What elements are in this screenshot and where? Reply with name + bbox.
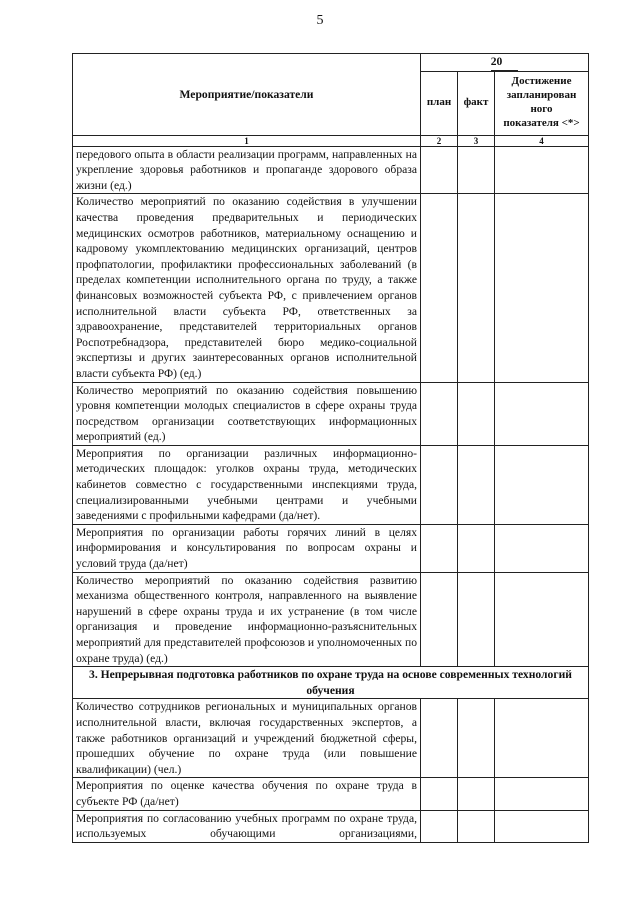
cell-achievement	[495, 445, 589, 524]
cell-plan	[421, 572, 458, 667]
cell-achievement	[495, 778, 589, 810]
cell-plan	[421, 699, 458, 778]
table-row	[73, 810, 589, 842]
cell-fact	[458, 572, 495, 667]
cell-achievement	[495, 699, 589, 778]
header-year	[421, 54, 589, 72]
achievement-line: запланирован	[506, 88, 577, 101]
col-number: 1	[73, 135, 421, 146]
cell-fact	[458, 445, 495, 524]
header-achievement	[495, 71, 589, 135]
row-description: Количество мероприятий по оказанию содействия в улучшении качества проведения предварительных и периодических медицинских осмотров работников, материальному оснащению и кадровому укомплектованию медицинских организаций, центров профпатологии, профилактики профессиональных заболеваний (в пределах компетенции исполнительного органа по труду, а также финансовых возможностей субъекта РФ, с привлечением органов исполнительной власти субъекта РФ, ответственных за здравоохранение, представителей территориальных органов Роспотребнадзора, представителей бюро медико-социальной экспертизы и других заинтересованных органов исполнительной власти субъекта РФ) (ед.)	[73, 194, 421, 382]
table-row	[73, 194, 589, 382]
achievement-line: показателя <*>	[503, 116, 580, 129]
table-row	[73, 382, 589, 445]
col-number: 4	[495, 135, 589, 146]
cell-fact	[458, 194, 495, 382]
cell-plan	[421, 778, 458, 810]
cell-fact	[458, 382, 495, 445]
table-row	[73, 699, 589, 778]
section-title: 3. Непрерывная подготовка работников по охране труда на основе современных технологий обучения	[73, 667, 589, 699]
table-row	[73, 572, 589, 667]
cell-plan	[421, 445, 458, 524]
cell-achievement	[495, 810, 589, 842]
table-row	[73, 524, 589, 572]
row-description: передового опыта в области реализации программ, направленных на укрепление здоровья работников и пропаганде здорового образа жизни (ед.)	[73, 146, 421, 194]
cell-fact	[458, 524, 495, 572]
table-row	[73, 445, 589, 524]
row-description: Мероприятия по оценке качества обучения по охране труда в субъекте РФ (да/нет)	[73, 778, 421, 810]
row-description: Мероприятия по организации работы горячих линий в целях информирования и консультирования по вопросам охраны и условий труда (да/нет)	[73, 524, 421, 572]
cell-plan	[421, 382, 458, 445]
header-title-text: Мероприятие/показатели	[179, 87, 314, 101]
header-plan: план	[421, 71, 458, 135]
table-row	[73, 778, 589, 810]
cell-fact	[458, 146, 495, 194]
cell-achievement	[495, 382, 589, 445]
col-number: 3	[458, 135, 495, 146]
header-row-year	[73, 54, 589, 72]
cell-fact	[458, 699, 495, 778]
cell-achievement	[495, 524, 589, 572]
header-title	[73, 54, 421, 136]
cell-achievement	[495, 146, 589, 194]
cell-fact	[458, 778, 495, 810]
column-numbers-row	[73, 135, 589, 146]
section-heading-row	[73, 667, 589, 699]
row-description: Количество сотрудников региональных и муниципальных органов исполнительной власти, включая государственных экспертов, а также работников организаций и учреждений бюджетной сферы, прошедших обучение по охране труда (или повышение квалификации) (чел.)	[73, 699, 421, 778]
table-row	[73, 146, 589, 194]
cell-achievement	[495, 194, 589, 382]
row-description: Мероприятия по согласованию учебных программ по охране труда, используемых обучающими организациями,	[73, 810, 421, 842]
header-fact: факт	[458, 71, 495, 135]
cell-achievement	[495, 572, 589, 667]
header-year-text: 20	[491, 54, 519, 71]
page-number: 5	[316, 13, 324, 28]
cell-plan	[421, 524, 458, 572]
cell-fact	[458, 810, 495, 842]
row-description: Количество мероприятий по оказанию содействия повышению уровня компетенции молодых специалистов в сфере охраны труда посредством организации соответствующих информационных мероприятий (ед.)	[73, 382, 421, 445]
achievement-line: Достижение	[511, 74, 572, 87]
indicators-table	[72, 53, 589, 843]
achievement-line: ного	[530, 102, 553, 115]
cell-plan	[421, 194, 458, 382]
cell-plan	[421, 810, 458, 842]
cell-plan	[421, 146, 458, 194]
row-description: Мероприятия по организации различных информационно-методических площадок: уголков охраны труда, методических кабинетов совместно с государственными инспекциями труда, специализированными учебными центрами и учебными заведениями с профильными кафедрами (да/нет).	[73, 445, 421, 524]
col-number: 2	[421, 135, 458, 146]
row-description: Количество мероприятий по оказанию содействия развитию механизма общественного контроля, направленного на выявление нарушений в сфере охраны труда и их устранение (в том числе организация и проведение информационно-разъяснительных мероприятий для представителей профсоюзов и уполномоченных по охране труда) (ед.)	[73, 572, 421, 667]
